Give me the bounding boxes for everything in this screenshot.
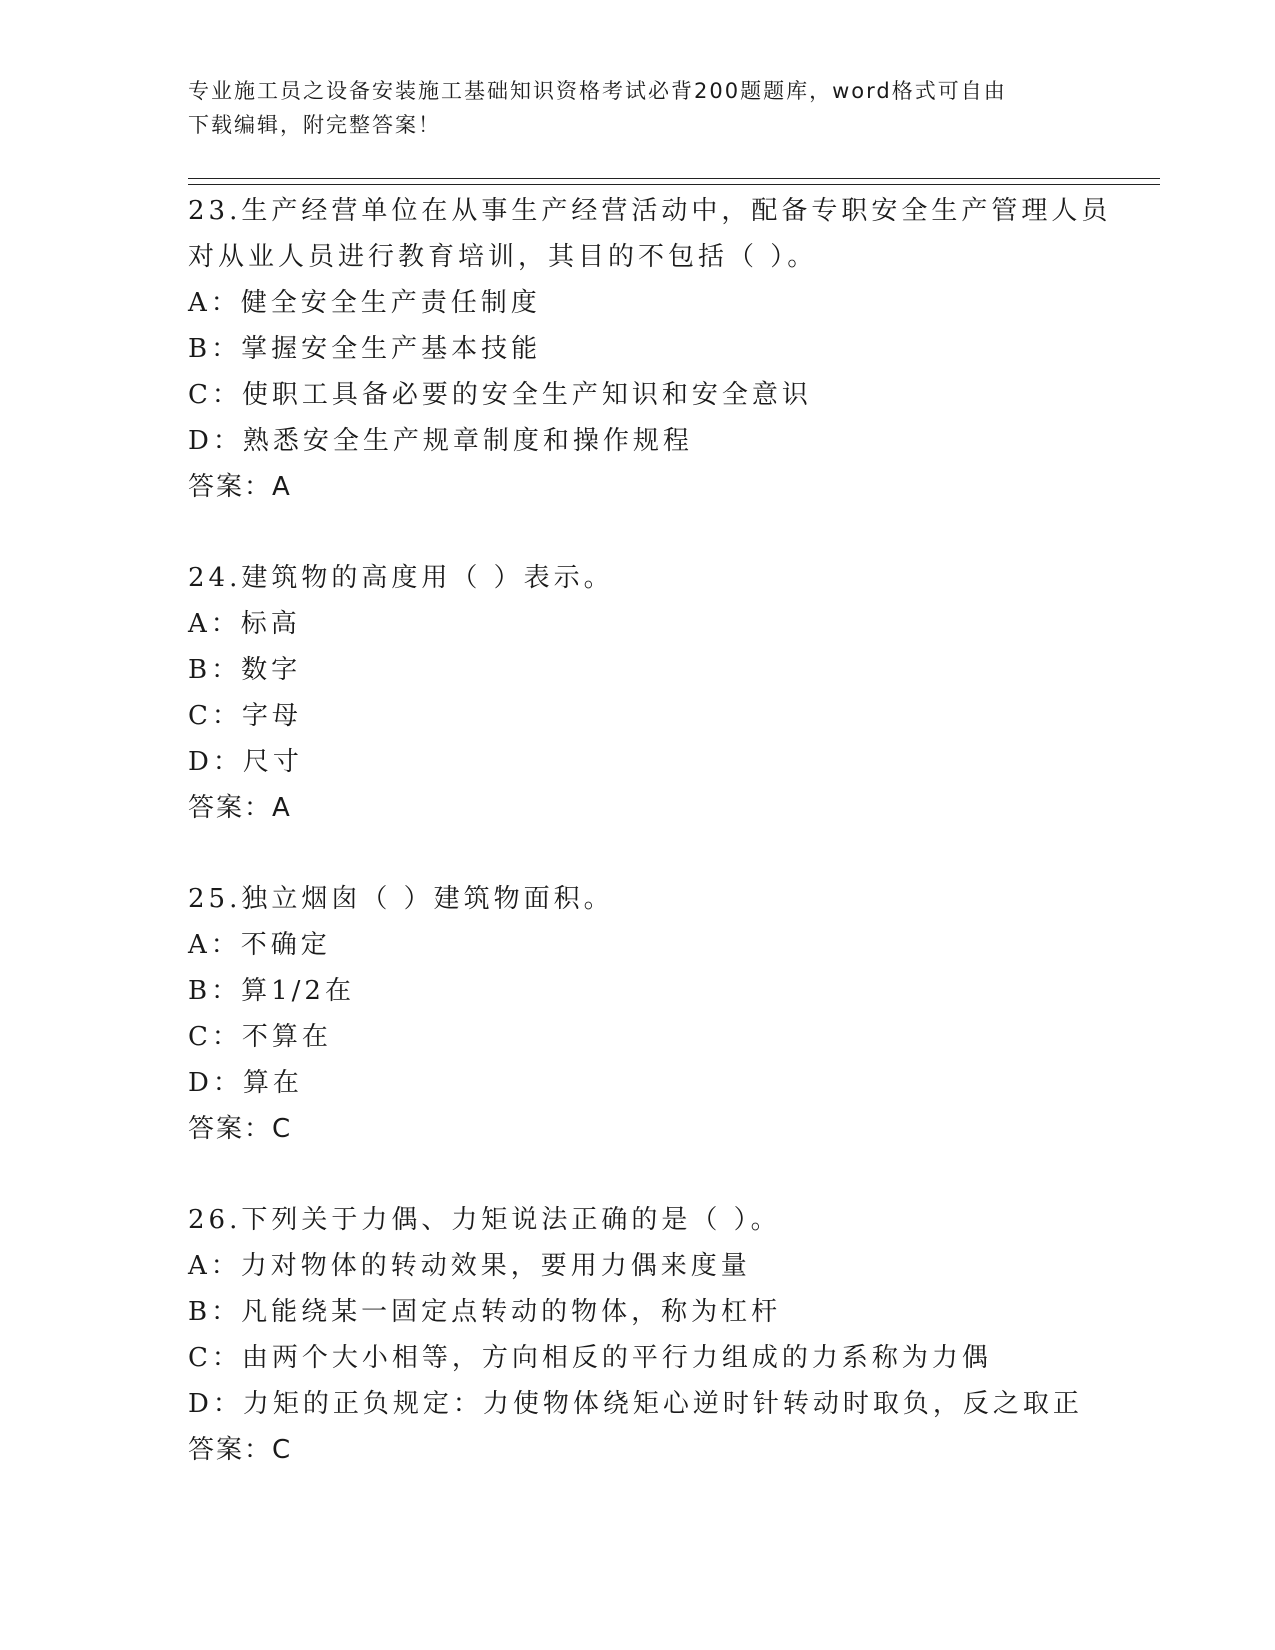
question-stem: 26.下列关于力偶、力矩说法正确的是（ ）。 (188, 1205, 781, 1235)
answer: 答案：C (188, 1114, 293, 1144)
option-d: D：算在 (188, 1068, 303, 1098)
header-divider-bottom (188, 184, 1160, 185)
question-stem: 23.生产经营单位在从事生产经营活动中，配备专职安全生产管理人员 (188, 196, 1112, 226)
answer: 答案：A (188, 472, 292, 502)
question-stem: 对从业人员进行教育培训，其目的不包括（ ）。 (188, 242, 818, 272)
option-b: B：凡能绕某一固定点转动的物体，称为杠杆 (188, 1297, 782, 1327)
header-line-1: 专业施工员之设备安装施工基础知识资格考试必背200题题库，word格式可自由 (188, 79, 1007, 103)
option-a: A：不确定 (188, 930, 331, 960)
option-c: C：使职工具备必要的安全生产知识和安全意识 (188, 380, 812, 410)
option-c: C：字母 (188, 701, 302, 731)
answer: 答案：A (188, 793, 292, 823)
option-a: A：健全安全生产责任制度 (188, 288, 541, 318)
option-b: B：掌握安全生产基本技能 (188, 334, 542, 364)
option-d: D：熟悉安全生产规章制度和操作规程 (188, 426, 693, 456)
option-b: B：数字 (188, 655, 302, 685)
question-stem: 25.独立烟囱（ ）建筑物面积。 (188, 884, 614, 914)
question-23 (188, 188, 1112, 510)
option-b: B：算1/2在 (188, 976, 355, 1006)
question-stem: 24.建筑物的高度用（ ）表示。 (188, 563, 614, 593)
question-25 (188, 876, 1088, 1152)
option-c: C：由两个大小相等，方向相反的平行力组成的力系称为力偶 (188, 1343, 992, 1373)
option-a: A：标高 (188, 609, 301, 639)
header-line-2: 下载编辑，附完整答案！ (188, 113, 441, 137)
question-26 (188, 1197, 1088, 1473)
document-header (188, 74, 1078, 142)
option-c: C：不算在 (188, 1022, 332, 1052)
answer: 答案：C (188, 1435, 293, 1465)
option-d: D：力矩的正负规定：力使物体绕矩心逆时针转动时取负，反之取正 (188, 1389, 1083, 1419)
question-24 (188, 555, 1088, 831)
header-divider-top (188, 178, 1160, 179)
option-a: A：力对物体的转动效果，要用力偶来度量 (188, 1251, 751, 1281)
option-d: D：尺寸 (188, 747, 303, 777)
